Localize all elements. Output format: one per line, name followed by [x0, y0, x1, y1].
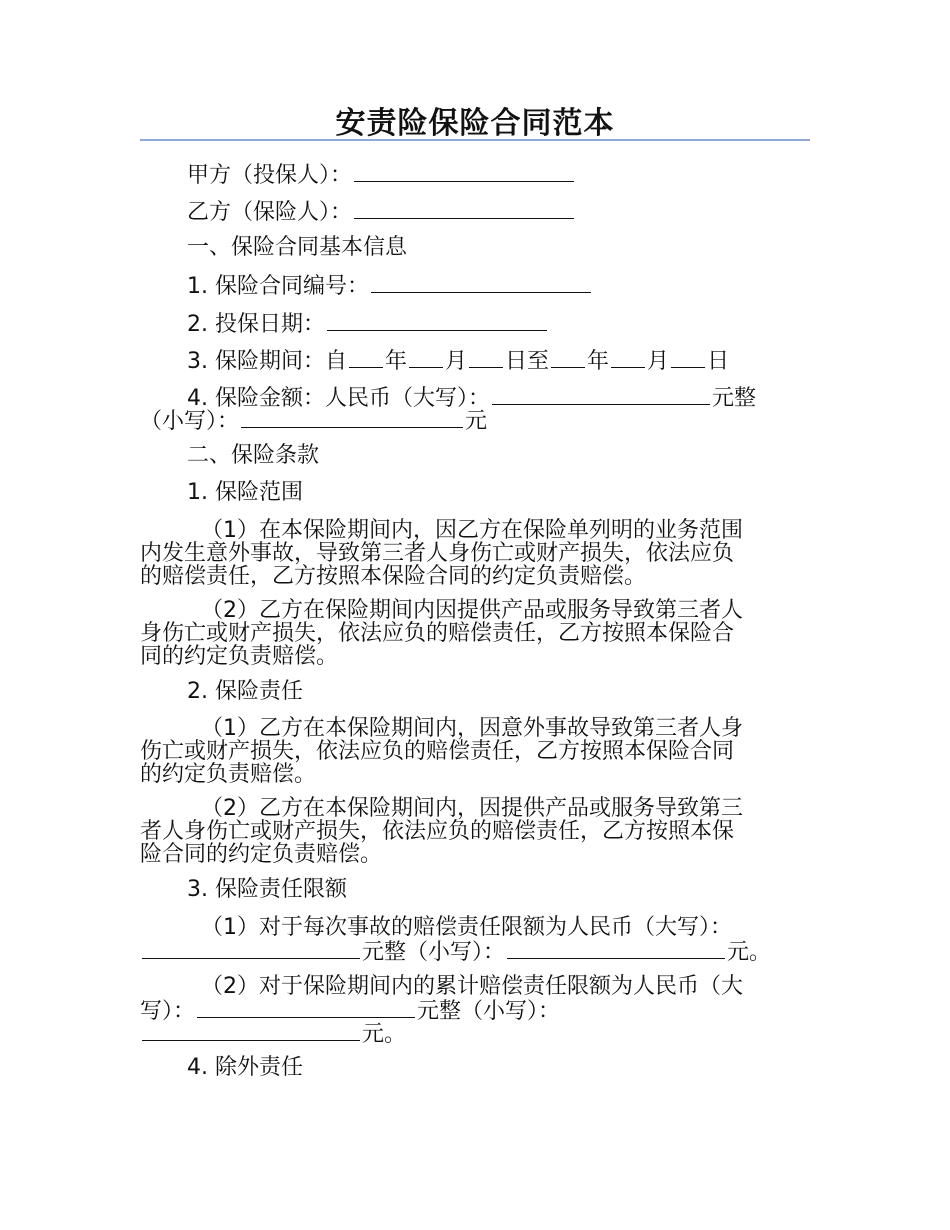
- party-a-label: 甲方（投保人）：: [187, 163, 353, 188]
- period-blank: [349, 347, 383, 368]
- paragraph-line: （1）乙方在本保险期间内，因意外事故导致第三者人身: [201, 716, 743, 741]
- amount-label: 4. 保险金额：人民币（大写）：: [187, 386, 490, 411]
- party-a-blank: [354, 161, 574, 182]
- limit-per-accident-small-blank: [507, 938, 725, 959]
- paragraph-line: 者人身伤亡或财产损失，依法应负的赔偿责任，乙方按照本保: [140, 819, 735, 844]
- contract-number-blank: [371, 272, 591, 293]
- amount-small-line: [140, 407, 487, 435]
- paragraph-line: 的约定负责赔偿。: [140, 762, 317, 787]
- paragraph-line: 险合同的约定负责赔偿。: [140, 842, 383, 867]
- period-text: 年: [587, 349, 610, 374]
- document-title: 安责险保险合同范本: [335, 106, 615, 141]
- party-b-blank: [354, 198, 574, 219]
- contract-number-line: [187, 272, 593, 300]
- paragraph-line: （2）乙方在保险期间内因提供产品或服务导致第三者人: [201, 598, 743, 623]
- limit-per-accident-blank: [142, 938, 360, 959]
- period-label: 3. 保险期间：自: [187, 349, 347, 374]
- period-text: 月: [445, 349, 468, 374]
- period-text: 月: [647, 349, 670, 374]
- exclusions-heading: 4. 除外责任: [187, 1055, 303, 1080]
- limit-text: 写）：: [140, 999, 196, 1024]
- paragraph-line: （2）乙方在本保险期间内，因提供产品或服务导致第三: [201, 796, 743, 821]
- scope-heading: 1. 保险范围: [187, 480, 303, 505]
- paragraph-line: 同的约定负责赔偿。: [140, 644, 339, 669]
- period-blank: [551, 347, 585, 368]
- liability-heading: 2. 保险责任: [187, 679, 303, 704]
- paragraph-line: （1）对于每次事故的赔偿责任限额为人民币（大写）：: [201, 915, 732, 940]
- paragraph-line: [140, 938, 771, 966]
- insure-date-label: 2. 投保日期：: [187, 312, 325, 337]
- party-b-line: [187, 198, 576, 226]
- period-blank: [611, 347, 645, 368]
- period-line: [187, 347, 729, 375]
- party-a-line: [187, 161, 576, 189]
- party-b-label: 乙方（保险人）：: [187, 200, 353, 225]
- paragraph-line: [140, 1020, 406, 1048]
- amount-small-suffix: 元: [465, 409, 488, 434]
- paragraph-line: 内发生意外事故，导致第三者人身伤亡或财产损失，依法应负: [140, 541, 735, 566]
- period-text: 日: [707, 349, 730, 374]
- amount-suffix: 元整: [711, 386, 756, 411]
- period-blank: [671, 347, 705, 368]
- period-blank: [469, 347, 503, 368]
- period-blank: [409, 347, 443, 368]
- period-text: 年: [384, 349, 407, 374]
- insure-date-line: [187, 310, 549, 338]
- paragraph-line: 的赔偿责任，乙方按照本保险合同的约定负责赔偿。: [140, 564, 647, 589]
- contract-number-label: 1. 保险合同编号：: [187, 274, 369, 299]
- section-heading-2: 二、保险条款: [187, 443, 320, 468]
- limit-text: 元整（小写）：: [362, 940, 506, 965]
- amount-small-label: （小写）：: [140, 409, 240, 434]
- paragraph-line: 身伤亡或财产损失，依法应负的赔偿责任，乙方按照本保险合: [140, 621, 735, 646]
- paragraph-line: （1）在本保险期间内，因乙方在保险单列明的业务范围: [201, 518, 743, 543]
- limits-heading: 3. 保险责任限额: [187, 877, 347, 902]
- limit-cumulative-small-blank: [142, 1020, 360, 1041]
- insure-date-blank: [327, 310, 547, 331]
- title-underline: [140, 139, 810, 141]
- amount-blank: [492, 384, 710, 405]
- paragraph-line: （2）对于保险期间内的累计赔偿责任限额为人民币（大: [201, 974, 743, 999]
- limit-text: 元。: [727, 940, 772, 965]
- section-heading-1: 一、保险合同基本信息: [187, 235, 408, 260]
- limit-text: 元整（小写）：: [417, 999, 561, 1024]
- paragraph-line: 伤亡或财产损失，依法应负的赔偿责任，乙方按照本保险合同: [140, 739, 735, 764]
- limit-text: 元。: [362, 1022, 407, 1047]
- period-text: 日至: [505, 349, 550, 374]
- amount-small-blank: [241, 407, 463, 428]
- limit-cumulative-blank: [197, 997, 415, 1018]
